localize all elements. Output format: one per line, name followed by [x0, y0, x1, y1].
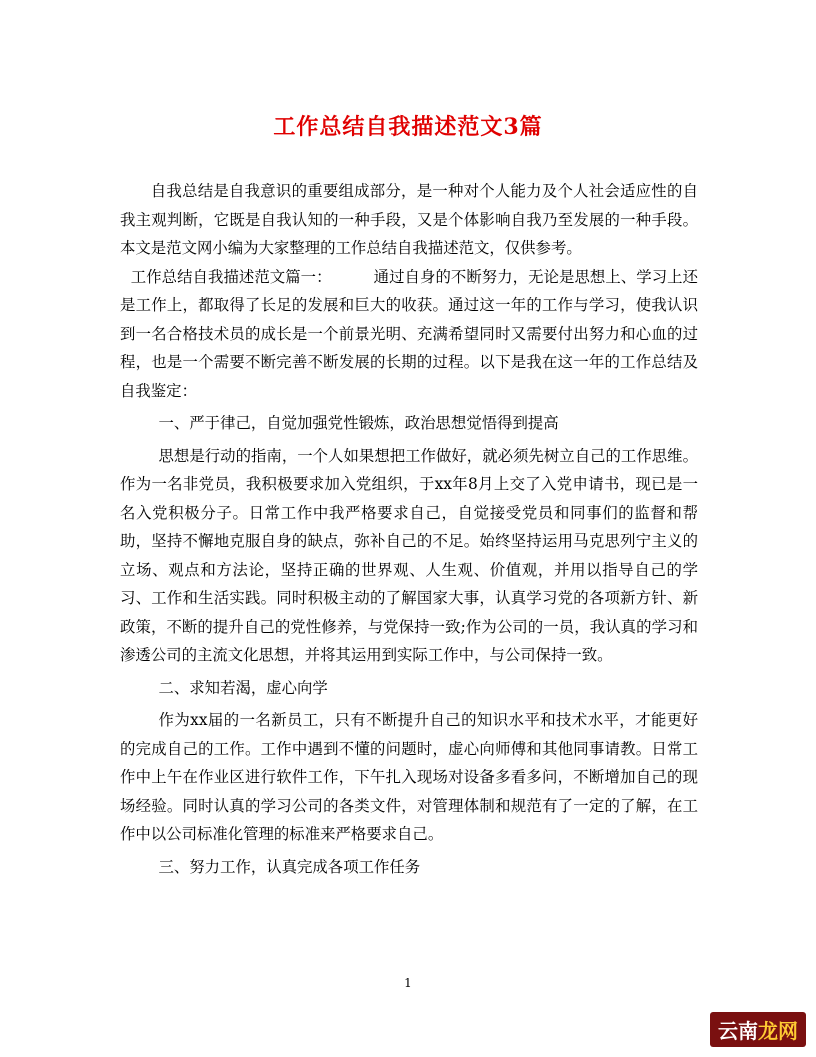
watermark-text-2: 龙网: [758, 1019, 798, 1043]
site-watermark-logo: [710, 1012, 806, 1047]
page-number: 1: [404, 976, 412, 990]
heading-one: 一、严于律己，自觉加强党性锻炼，政治思想觉悟得到提高: [158, 414, 559, 432]
paragraph-ideology: 思想是行动的指南，一个人如果想把工作做好，就必须先树立自己的工作思维。作为一名非党员，我积极要求加入党组织，于xx年8月上交了入党申请书，现已是一名入党积极分子。日常工作中我严格要求自己，自觉接受党员和同事们的监督和帮助，坚持不懈地克服自身的缺点，弥补自己的不足。始终坚持运用马克思列宁主义的立场、观点和方法论，坚持正确的世界观、人生观、价值观，并用以指导自己的学习、工作和生活实践。同时积极主动的了解国家大事，认真学习党的各项新方针、新政策，不断的提升自己的党性修养，与党保持一致;作为公司的一员，我认真的学习和渗透公司的主流文化思想，并将其运用到实际工作中，与公司保持一致。: [120, 446, 698, 664]
paragraph-learning: 作为xx届的一名新员工，只有不断提升自己的知识水平和技术水平，才能更好的完成自己的工作。工作中遇到不懂的问题时，虚心向师傅和其他同事请教。日常工作中上午在作业区进行软件工作，下午扎入现场对设备多看多问，不断增加自己的现场经验。同时认真的学习公司的各类文件，对管理体制和规范有了一定的了解，在工作中以公司标准化管理的标准来严格要求自己。: [120, 711, 698, 843]
document-title: 工作总结自我描述范文3篇: [273, 114, 543, 140]
watermark-text-1: 云南: [718, 1019, 758, 1043]
section-one-text: 通过自身的不断努力，无论是思想上、学习上还是工作上，都取得了长足的发展和巨大的收获。通过这一年的工作与学习，使我认识到一名合格技术员的成长是一个前景光明、充满希望同时又需要付出努力和心血的过程，也是一个需要不断完善不断发展的长期的过程。以下是我在这一年的工作总结及自我鉴定：: [120, 267, 698, 400]
document-body: [120, 177, 698, 881]
intro-paragraph: 自我总结是自我意识的重要组成部分，是一种对个人能力及个人社会适应性的自我主观判断，它既是自我认知的一种手段，又是个体影响自我乃至发展的一种手段。本文是范文网小编为大家整理的工作总结自我描述范文，仅供参考。: [120, 182, 698, 257]
heading-three: 三、努力工作，认真完成各项工作任务: [158, 857, 421, 876]
heading-two: 二、求知若渴，虚心向学: [158, 678, 328, 697]
section-one-paragraph: [120, 263, 698, 406]
section-one-label: 工作总结自我描述范文篇一：: [130, 267, 332, 286]
